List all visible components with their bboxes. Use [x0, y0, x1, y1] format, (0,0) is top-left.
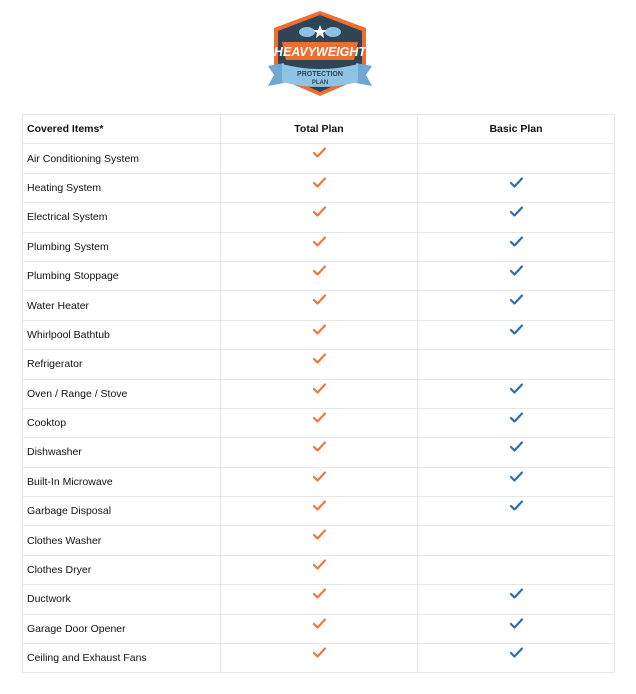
total-check-icon: [313, 206, 326, 217]
table-row: [23, 379, 615, 408]
table-row: [23, 261, 615, 290]
basic-plan-cell: [418, 438, 615, 467]
total-check-icon: [313, 265, 326, 276]
table-row: [23, 438, 615, 467]
basic-check-icon: [510, 588, 523, 599]
basic-plan-cell: [418, 555, 615, 584]
table-row: [23, 585, 615, 614]
total-plan-cell: [221, 438, 418, 467]
basic-plan-cell: [418, 261, 615, 290]
basic-check-icon: [510, 265, 523, 276]
covered-item-label: Ductwork: [23, 585, 221, 614]
covered-item-label: Clothes Washer: [23, 526, 221, 555]
total-plan-cell: [221, 644, 418, 673]
basic-check-icon: [510, 647, 523, 658]
covered-item-label: Water Heater: [23, 291, 221, 320]
basic-check-icon: [510, 294, 523, 305]
basic-plan-cell: [418, 203, 615, 232]
total-check-icon: [313, 383, 326, 394]
logo-ribbon-line2: PLAN: [311, 80, 329, 86]
covered-item-label: Built-In Microwave: [23, 467, 221, 496]
table-header-row: [23, 115, 615, 144]
logo-ribbon-line1: PROTECTION: [297, 71, 343, 78]
table-row: [23, 144, 615, 173]
total-check-icon: [313, 500, 326, 511]
basic-plan-cell: [418, 320, 615, 349]
basic-plan-cell: [418, 291, 615, 320]
basic-check-icon: [510, 383, 523, 394]
table-row: [23, 350, 615, 379]
table-row: [23, 232, 615, 261]
covered-item-label: Air Conditioning System: [23, 144, 221, 173]
covered-item-label: Dishwasher: [23, 438, 221, 467]
total-check-icon: [313, 559, 326, 570]
total-check-icon: [313, 353, 326, 364]
total-plan-cell: [221, 203, 418, 232]
table-row: [23, 526, 615, 555]
header-total-plan: Total Plan: [221, 115, 418, 144]
total-plan-cell: [221, 232, 418, 261]
basic-check-icon: [510, 206, 523, 217]
basic-plan-cell: [418, 379, 615, 408]
total-plan-cell: [221, 497, 418, 526]
total-check-icon: [313, 647, 326, 658]
total-check-icon: [313, 177, 326, 188]
basic-plan-cell: [418, 350, 615, 379]
total-plan-cell: [221, 467, 418, 496]
table-row: [23, 291, 615, 320]
header-basic-plan: Basic Plan: [418, 115, 615, 144]
covered-item-label: Refrigerator: [23, 350, 221, 379]
covered-item-label: Clothes Dryer: [23, 555, 221, 584]
total-check-icon: [313, 471, 326, 482]
table-row: [23, 203, 615, 232]
total-plan-cell: [221, 585, 418, 614]
total-plan-cell: [221, 350, 418, 379]
table-row: [23, 467, 615, 496]
total-plan-cell: [221, 320, 418, 349]
covered-item-label: Oven / Range / Stove: [23, 379, 221, 408]
total-check-icon: [313, 147, 326, 158]
table-row: [23, 614, 615, 643]
total-plan-cell: [221, 261, 418, 290]
total-plan-cell: [221, 291, 418, 320]
total-check-icon: [313, 412, 326, 423]
total-plan-cell: [221, 526, 418, 555]
total-plan-cell: [221, 614, 418, 643]
total-check-icon: [313, 529, 326, 540]
total-check-icon: [313, 236, 326, 247]
heavyweight-logo: [262, 8, 378, 102]
basic-check-icon: [510, 471, 523, 482]
covered-item-label: Ceiling and Exhaust Fans: [23, 644, 221, 673]
covered-item-label: Plumbing Stoppage: [23, 261, 221, 290]
total-check-icon: [313, 618, 326, 629]
covered-item-label: Heating System: [23, 173, 221, 202]
covered-item-label: Plumbing System: [23, 232, 221, 261]
header-covered-items: Covered Items*: [23, 115, 221, 144]
basic-check-icon: [510, 618, 523, 629]
covered-item-label: Garage Door Opener: [23, 614, 221, 643]
basic-plan-cell: [418, 585, 615, 614]
logo-name-text: HEAVYWEIGHT: [273, 45, 367, 59]
basic-plan-cell: [418, 467, 615, 496]
covered-item-label: Cooktop: [23, 408, 221, 437]
basic-plan-cell: [418, 497, 615, 526]
table-row: [23, 173, 615, 202]
basic-check-icon: [510, 412, 523, 423]
basic-plan-cell: [418, 232, 615, 261]
table-row: [23, 555, 615, 584]
basic-plan-cell: [418, 408, 615, 437]
covered-item-label: Electrical System: [23, 203, 221, 232]
basic-check-icon: [510, 236, 523, 247]
total-plan-cell: [221, 555, 418, 584]
total-check-icon: [313, 588, 326, 599]
total-check-icon: [313, 324, 326, 335]
basic-plan-cell: [418, 526, 615, 555]
table-row: [23, 320, 615, 349]
basic-plan-cell: [418, 614, 615, 643]
table-row: [23, 497, 615, 526]
total-plan-cell: [221, 379, 418, 408]
basic-check-icon: [510, 500, 523, 511]
covered-item-label: Whirlpool Bathtub: [23, 320, 221, 349]
basic-plan-cell: [418, 644, 615, 673]
coverage-table: [22, 114, 615, 673]
basic-check-icon: [510, 324, 523, 335]
basic-check-icon: [510, 441, 523, 452]
covered-item-label: Garbage Disposal: [23, 497, 221, 526]
total-plan-cell: [221, 408, 418, 437]
basic-check-icon: [510, 177, 523, 188]
total-plan-cell: [221, 173, 418, 202]
basic-plan-cell: [418, 144, 615, 173]
total-plan-cell: [221, 144, 418, 173]
table-row: [23, 408, 615, 437]
basic-plan-cell: [418, 173, 615, 202]
total-check-icon: [313, 294, 326, 305]
total-check-icon: [313, 441, 326, 452]
table-row: [23, 644, 615, 673]
